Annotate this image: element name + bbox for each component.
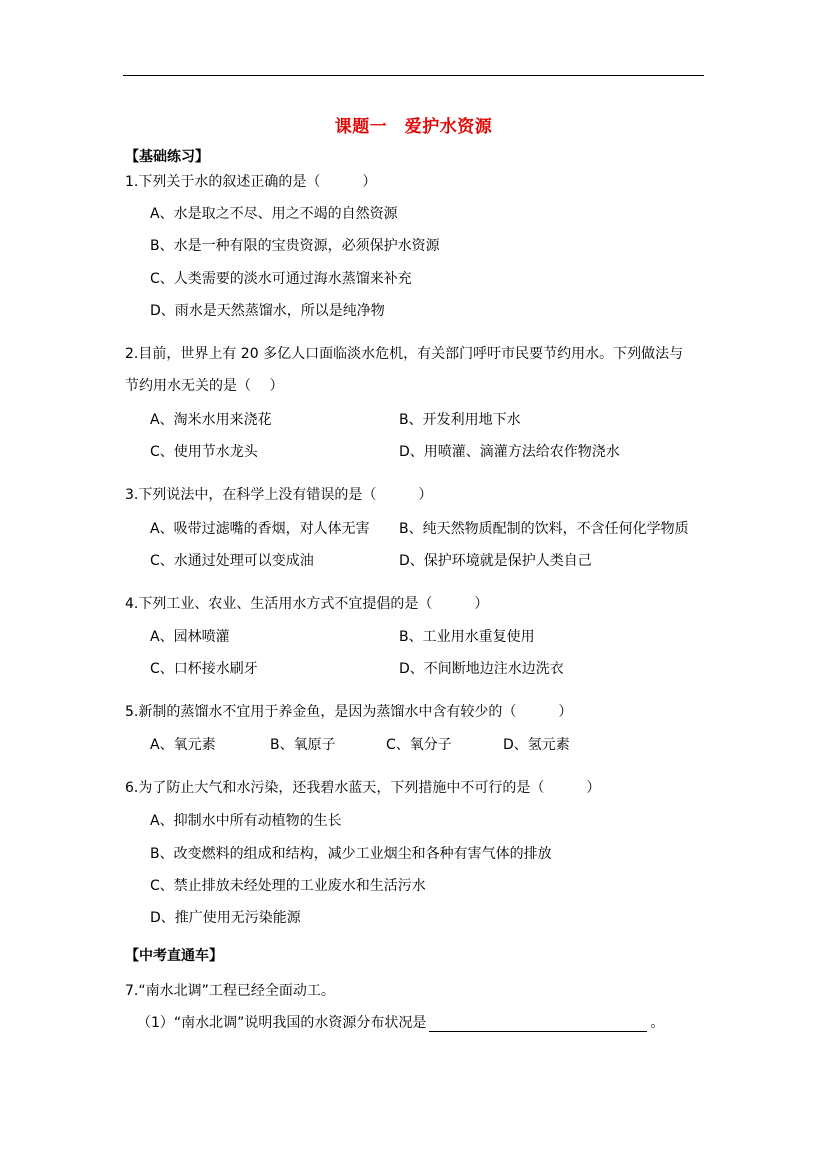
question-2-stem-line2: 节约用水无关的是（ ） bbox=[125, 378, 284, 394]
question-4-option-a: A、园林喷灌 bbox=[150, 629, 230, 645]
question-6-option-d: D、推广使用无污染能源 bbox=[150, 910, 301, 926]
question-2-option-d: D、用喷灌、滴灌方法给农作物浇水 bbox=[399, 444, 620, 460]
question-4-option-c: C、口杯接水刷牙 bbox=[150, 661, 258, 677]
question-4-stem: 4.下列工业、农业、生活用水方式不宜提倡的是（ ） bbox=[125, 596, 489, 612]
question-3-option-d: D、保护环境就是保护人类自己 bbox=[399, 553, 592, 569]
question-5-stem: 5.新制的蒸馏水不宜用于养金鱼，是因为蒸馏水中含有较少的（ ） bbox=[125, 704, 573, 720]
question-6-option-b: B、改变燃料的组成和结构，减少工业烟尘和各种有害气体的排放 bbox=[150, 846, 552, 862]
header-rule bbox=[123, 75, 704, 76]
question-2-option-b: B、开发利用地下水 bbox=[399, 412, 521, 428]
question-2-stem-line1: 2.目前，世界上有 20 多亿人口面临淡水危机，有关部门呼吁市民要节约用水。下列做法与 bbox=[125, 346, 684, 362]
question-6-stem: 6.为了防止大气和水污染，还我碧水蓝天，下列措施中不可行的是（ ） bbox=[125, 780, 601, 796]
question-6-option-a: A、抑制水中所有动植物的生长 bbox=[150, 813, 342, 829]
question-1-stem: 1.下列关于水的叙述正确的是（ ） bbox=[125, 174, 377, 190]
question-1-option-d: D、雨水是天然蒸馏水，所以是纯净物 bbox=[150, 303, 385, 319]
question-3-stem: 3.下列说法中，在科学上没有错误的是（ ） bbox=[125, 487, 433, 503]
question-5-option-d: D、氢元素 bbox=[503, 737, 570, 753]
question-5-option-a: A、氧元素 bbox=[150, 737, 216, 753]
section-basic-heading: 【基础练习】 bbox=[125, 149, 209, 165]
question-1-option-b: B、水是一种有限的宝贵资源，必须保护水资源 bbox=[150, 238, 440, 254]
page-title: 课题一 爱护水资源 bbox=[334, 117, 493, 137]
question-2-option-c: C、使用节水龙头 bbox=[150, 444, 258, 460]
question-4-option-d: D、不间断地边注水边洗衣 bbox=[399, 661, 564, 677]
question-3-option-c: C、水通过处理可以变成油 bbox=[150, 553, 314, 569]
question-3-option-b: B、纯天然物质配制的饮料，不含任何化学物质 bbox=[399, 521, 689, 537]
question-6-option-c: C、禁止排放未经处理的工业废水和生活污水 bbox=[150, 878, 426, 894]
question-5-option-c: C、氧分子 bbox=[386, 737, 452, 753]
question-7-sub1-text: （1）“南水北调”说明我国的水资源分布状况是 bbox=[137, 1015, 427, 1031]
question-3-option-a: A、吸带过滤嘴的香烟，对人体无害 bbox=[150, 521, 370, 537]
question-1-option-a: A、水是取之不尽、用之不竭的自然资源 bbox=[150, 206, 398, 222]
question-5-option-b: B、氧原子 bbox=[270, 737, 336, 753]
question-4-option-b: B、工业用水重复使用 bbox=[399, 629, 535, 645]
question-1-option-c: C、人类需要的淡水可通过海水蒸馏来补充 bbox=[150, 271, 412, 287]
question-7-sub1-answer-blank[interactable] bbox=[429, 1016, 647, 1032]
question-7-sub1-end: 。 bbox=[650, 1015, 665, 1031]
question-7-stem: 7.“南水北调”工程已经全面动工。 bbox=[125, 983, 335, 999]
question-2-option-a: A、淘米水用来浇花 bbox=[150, 412, 272, 428]
question-7-sub1 bbox=[137, 1014, 664, 1032]
section-exam-heading: 【中考直通车】 bbox=[125, 948, 223, 964]
